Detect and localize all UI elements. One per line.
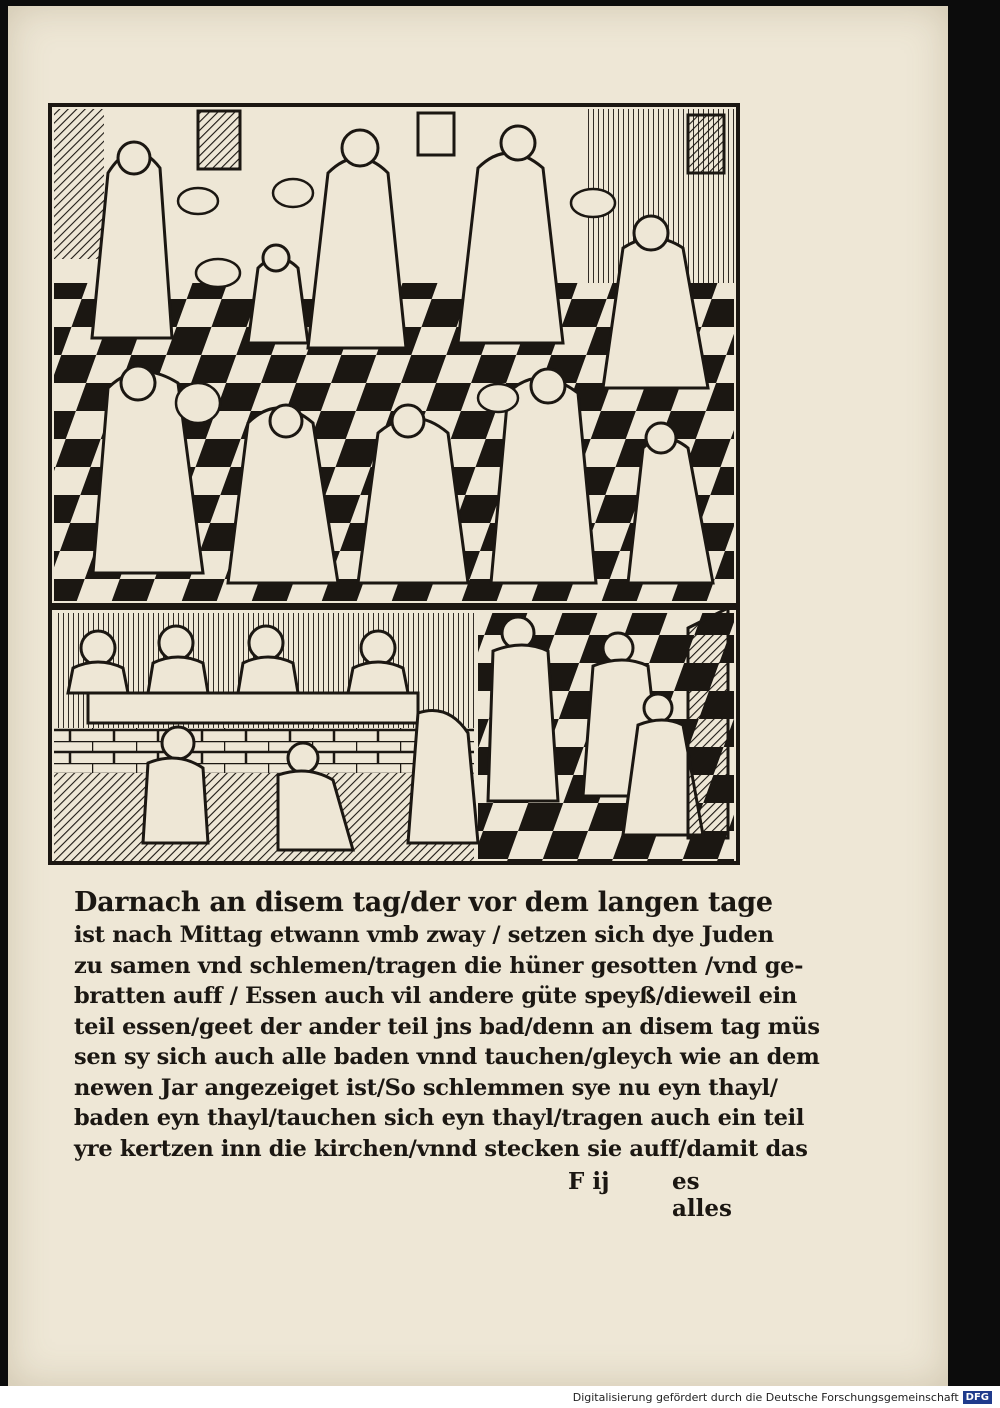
text-line: ist nach Mittag etwann vmb zway / setzen sich dye Juden xyxy=(74,922,774,948)
text-line: baden eyn thayl/tauchen sich eyn thayl/tragen auch ein teil xyxy=(74,1105,805,1131)
text-line: sen sy sich auch alle baden vnnd tauchen/gleych wie an dem xyxy=(74,1044,820,1070)
text-line: newen Jar angezeiget ist/So schlemmen sye nu eyn thayl/ xyxy=(74,1074,778,1101)
book-page xyxy=(8,6,948,1386)
text-line: teil essen/geet der ander teil jns bad/denn an disem tag müs xyxy=(74,1013,820,1040)
dining-table xyxy=(88,693,418,723)
window-left xyxy=(198,111,240,169)
text-line: bratten auff / Essen auch vil andere güte speyß/dieweil ein xyxy=(74,983,797,1009)
text-line: Darnach an disem tag/der vor dem langen tage xyxy=(74,887,773,918)
text-line: yre kertzen inn die kirchen/vnnd stecken sie auff/damit das xyxy=(74,1135,808,1162)
dfg-logo: DFG xyxy=(963,1391,992,1404)
body-text xyxy=(74,886,820,1164)
signature-mark: F ij xyxy=(568,1168,610,1195)
text-line: zu samen vnd schlemen/tragen die hüner gesotten /vnd ge- xyxy=(74,952,804,979)
window-right xyxy=(688,115,724,173)
catchword: es alles xyxy=(672,1168,732,1222)
footer-bar xyxy=(0,1386,1000,1408)
footer-text: Digitalisierung gefördert durch die Deutsche Forschungsgemeinschaft xyxy=(572,1390,959,1404)
woodcut-illustration xyxy=(48,103,740,865)
